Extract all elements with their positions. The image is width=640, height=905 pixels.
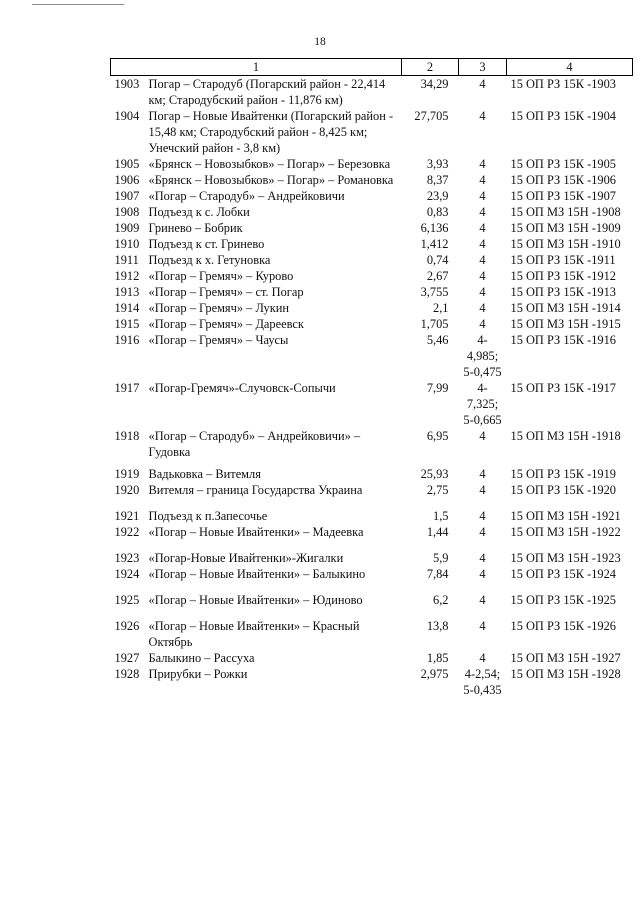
road-category	[459, 666, 507, 698]
road-name: «Брянск – Новозыбков» – Погар» – Березовка	[148, 157, 391, 171]
road-code: 15 ОП МЗ 15Н -1921	[510, 509, 621, 523]
road-number: 1918	[114, 429, 140, 443]
category-line: 4	[479, 77, 486, 91]
road-cell	[111, 508, 402, 524]
road-category	[459, 236, 507, 252]
table-row	[111, 300, 633, 316]
scan-mark	[32, 4, 124, 5]
road-code: 15 ОП РЗ 15К -1904	[510, 109, 616, 123]
road-category	[459, 268, 507, 284]
road-category	[459, 172, 507, 188]
road-length: 1,705	[420, 317, 449, 331]
road-name: «Погар – Новые Ивайтенки» – Красный Октябрь	[148, 619, 360, 649]
road-length: 6,136	[420, 221, 449, 235]
road-code: 15 ОП МЗ 15Н -1923	[510, 551, 621, 565]
table-row	[111, 220, 633, 236]
road-entry	[111, 508, 402, 524]
table-row	[111, 524, 633, 550]
road-name: «Погар – Новые Ивайтенки» – Мадеевка	[148, 525, 364, 539]
road-length: 13,8	[426, 619, 449, 633]
road-entry	[111, 380, 402, 396]
road-name: «Погар – Гремяч» – Чаусы	[148, 333, 289, 347]
table-row	[111, 428, 633, 466]
category-line: 4	[479, 509, 486, 523]
road-cell	[111, 316, 402, 332]
category-line: 4-	[477, 333, 488, 347]
road-length: 34,29	[420, 77, 449, 91]
road-cell	[111, 666, 402, 698]
road-entry	[111, 650, 402, 666]
road-name: «Погар – Гремяч» – Лукин	[148, 301, 290, 315]
road-code: 15 ОП РЗ 15К -1907	[510, 189, 616, 203]
category-line: 4-2,54;	[464, 667, 501, 681]
category-line: 4	[479, 173, 486, 187]
road-code: 15 ОП РЗ 15К -1926	[510, 619, 616, 633]
road-number: 1921	[114, 509, 140, 523]
road-entry	[111, 666, 402, 682]
road-name: «Погар – Гремяч» – Курово	[148, 269, 294, 283]
road-code: 15 ОП МЗ 15Н -1918	[510, 429, 621, 443]
road-code: 15 ОП РЗ 15К -1920	[510, 483, 616, 497]
road-length: 7,99	[426, 381, 449, 395]
road-length: 5,46	[426, 333, 449, 347]
road-cell	[111, 188, 402, 204]
road-cell	[111, 172, 402, 188]
road-name: Балыкино – Рассуха	[148, 651, 255, 665]
table-row	[111, 650, 633, 666]
road-code: 15 ОП МЗ 15Н -1909	[510, 221, 621, 235]
road-cell	[111, 76, 402, 109]
road-code: 15 ОП РЗ 15К -1924	[510, 567, 616, 581]
road-length: 3,93	[426, 157, 449, 171]
category-line: 4,985;	[466, 349, 499, 363]
road-name: «Погар – Стародуб» – Андрейковичи	[148, 189, 345, 203]
road-code: 15 ОП РЗ 15К -1925	[510, 593, 616, 607]
road-name: «Погар-Новые Ивайтенки»-Жигалки	[148, 551, 344, 565]
road-cell	[111, 380, 402, 428]
category-line: 4	[479, 651, 486, 665]
road-cell	[111, 524, 402, 550]
road-number: 1910	[114, 237, 140, 251]
table-row	[111, 316, 633, 332]
table-row	[111, 566, 633, 592]
road-length: 2,1	[433, 301, 449, 315]
table-row	[111, 592, 633, 618]
road-cell	[111, 268, 402, 284]
road-entry	[111, 300, 402, 316]
table-header-row	[111, 59, 633, 76]
road-code: 15 ОП МЗ 15Н -1927	[510, 651, 621, 665]
table-body	[111, 76, 633, 699]
road-cell	[111, 482, 402, 508]
roads-table	[110, 58, 633, 698]
road-category	[459, 204, 507, 220]
category-line: 4	[479, 109, 486, 123]
table-row	[111, 236, 633, 252]
table-row	[111, 666, 633, 698]
road-length: 5,9	[433, 551, 449, 565]
category-line: 4	[479, 525, 486, 539]
table-row	[111, 188, 633, 204]
road-category	[459, 252, 507, 268]
road-length: 1,412	[420, 237, 449, 251]
table-row	[111, 508, 633, 524]
road-cell	[111, 428, 402, 466]
category-line: 4	[479, 285, 486, 299]
category-line: 4	[479, 429, 486, 443]
category-line: 4	[479, 619, 486, 633]
road-length: 1,44	[426, 525, 449, 539]
road-number: 1907	[114, 189, 140, 203]
road-entry	[111, 204, 402, 220]
road-category	[459, 188, 507, 204]
road-category	[459, 428, 507, 466]
category-line: 5-0,475	[463, 365, 502, 379]
road-number: 1903	[114, 77, 140, 91]
road-entry	[111, 316, 402, 332]
road-number: 1919	[114, 467, 140, 481]
table-row	[111, 108, 633, 156]
road-name: Подъезд к с. Лобки	[148, 205, 250, 219]
road-category	[459, 316, 507, 332]
category-line: 4	[479, 237, 486, 251]
category-line: 4	[479, 157, 486, 171]
road-number: 1927	[114, 651, 140, 665]
road-length: 23,9	[426, 189, 449, 203]
road-cell	[111, 566, 402, 592]
road-cell	[111, 650, 402, 666]
road-length: 25,93	[420, 467, 449, 481]
category-line: 5-0,435	[463, 683, 502, 697]
road-length: 8,37	[426, 173, 449, 187]
category-line: 4	[479, 551, 486, 565]
road-category	[459, 380, 507, 428]
road-code: 15 ОП РЗ 15К -1913	[510, 285, 616, 299]
road-cell	[111, 220, 402, 236]
road-number: 1911	[114, 253, 139, 267]
road-cell	[111, 300, 402, 316]
road-cell	[111, 592, 402, 618]
road-entry	[111, 268, 402, 284]
column-header: 2	[402, 59, 459, 76]
category-line: 4-	[477, 381, 488, 395]
road-code: 15 ОП РЗ 15К -1916	[510, 333, 616, 347]
road-category	[459, 592, 507, 618]
road-number: 1925	[114, 593, 140, 607]
road-name: «Погар – Новые Ивайтенки» – Балыкино	[148, 567, 366, 581]
road-number: 1912	[114, 269, 140, 283]
road-code: 15 ОП МЗ 15Н -1922	[510, 525, 621, 539]
road-length: 2,75	[426, 483, 449, 497]
road-length: 0,83	[426, 205, 449, 219]
road-code: 15 ОП РЗ 15К -1906	[510, 173, 616, 187]
road-name: «Погар-Гремяч»-Случовск-Сопычи	[148, 381, 336, 395]
road-number: 1904	[114, 109, 140, 123]
road-number: 1914	[114, 301, 140, 315]
road-category	[459, 650, 507, 666]
road-length: 1,5	[433, 509, 449, 523]
road-entry	[111, 618, 402, 650]
road-category	[459, 550, 507, 566]
road-category	[459, 284, 507, 300]
road-number: 1909	[114, 221, 140, 235]
road-name: Витемля – граница Государства Украина	[148, 483, 363, 497]
column-header: 1	[111, 59, 402, 76]
road-cell	[111, 236, 402, 252]
road-number: 1920	[114, 483, 140, 497]
road-code: 15 ОП РЗ 15К -1919	[510, 467, 616, 481]
road-category	[459, 108, 507, 156]
road-category	[459, 156, 507, 172]
category-line: 4	[479, 269, 486, 283]
road-number: 1926	[114, 619, 140, 633]
road-code: 15 ОП МЗ 15Н -1910	[510, 237, 621, 251]
road-name: Вадьковка – Витемля	[148, 467, 261, 481]
road-name: Прирубки – Рожки	[148, 667, 248, 681]
category-line: 4	[479, 221, 486, 235]
table-row	[111, 204, 633, 220]
road-number: 1916	[114, 333, 140, 347]
road-entry	[111, 524, 402, 540]
road-code: 15 ОП РЗ 15К -1912	[510, 269, 616, 283]
column-header: 4	[507, 59, 633, 76]
road-category	[459, 332, 507, 380]
category-line: 4	[479, 253, 486, 267]
table-row	[111, 466, 633, 482]
road-number: 1922	[114, 525, 140, 539]
road-cell	[111, 550, 402, 566]
road-length: 7,84	[426, 567, 449, 581]
table-row	[111, 550, 633, 566]
road-name: «Погар – Гремяч» – ст. Погар	[148, 285, 304, 299]
road-entry	[111, 466, 402, 482]
road-length: 2,67	[426, 269, 449, 283]
road-cell	[111, 108, 402, 156]
road-name: Гринево – Бобрик	[148, 221, 243, 235]
table-row	[111, 268, 633, 284]
road-length: 2,975	[420, 667, 449, 681]
road-category	[459, 566, 507, 592]
category-line: 4	[479, 317, 486, 331]
road-code: 15 ОП РЗ 15К -1903	[510, 77, 616, 91]
road-length: 6,95	[426, 429, 449, 443]
road-entry	[111, 236, 402, 252]
road-cell	[111, 466, 402, 482]
road-entry	[111, 220, 402, 236]
road-number: 1928	[114, 667, 140, 681]
table-row	[111, 156, 633, 172]
road-number: 1913	[114, 285, 140, 299]
road-entry	[111, 252, 402, 268]
road-number: 1915	[114, 317, 140, 331]
road-category	[459, 466, 507, 482]
road-category	[459, 508, 507, 524]
road-code: 15 ОП РЗ 15К -1911	[510, 253, 616, 267]
category-line: 4	[479, 483, 486, 497]
category-line: 4	[479, 205, 486, 219]
road-cell	[111, 618, 402, 650]
road-entry	[111, 284, 402, 300]
road-length: 27,705	[414, 109, 449, 123]
road-entry	[111, 566, 402, 582]
road-category	[459, 618, 507, 650]
road-entry	[111, 592, 402, 608]
road-number: 1924	[114, 567, 140, 581]
road-cell	[111, 252, 402, 268]
road-entry	[111, 156, 402, 172]
category-line: 4	[479, 301, 486, 315]
road-category	[459, 482, 507, 508]
road-number: 1905	[114, 157, 140, 171]
road-cell	[111, 156, 402, 172]
road-name: «Погар – Стародуб» – Андрейковичи» – Гудовка	[148, 429, 361, 459]
category-line: 4	[479, 467, 486, 481]
road-code: 15 ОП МЗ 15Н -1914	[510, 301, 621, 315]
road-code: 15 ОП МЗ 15Н -1908	[510, 205, 621, 219]
road-cell	[111, 332, 402, 380]
category-line: 5-0,665	[463, 413, 502, 427]
category-line: 4	[479, 567, 486, 581]
road-code: 15 ОП МЗ 15Н -1928	[510, 667, 621, 681]
table-row	[111, 618, 633, 650]
category-line: 7,325;	[466, 397, 499, 411]
road-category	[459, 300, 507, 316]
road-number: 1923	[114, 551, 140, 565]
road-code: 15 ОП МЗ 15Н -1915	[510, 317, 621, 331]
page-number: 18	[314, 36, 326, 48]
road-code: 15 ОП РЗ 15К -1905	[510, 157, 616, 171]
road-cell	[111, 204, 402, 220]
road-name: Подъезд к х. Гетуновка	[148, 253, 271, 267]
road-entry	[111, 550, 402, 566]
column-header: 3	[459, 59, 507, 76]
road-name: Погар – Новые Ивайтенки (Погарский район - 15,48 км; Стародубский район - 8,425 км; Унечский район - 3,8 км)	[148, 109, 394, 155]
category-line: 4	[479, 593, 486, 607]
road-name: Погар – Стародуб (Погарский район - 22,414 км; Стародубский район - 11,876 км)	[148, 77, 386, 107]
table-row	[111, 284, 633, 300]
table-row	[111, 76, 633, 109]
table-row	[111, 252, 633, 268]
table-row	[111, 172, 633, 188]
road-number: 1908	[114, 205, 140, 219]
road-length: 0,74	[426, 253, 449, 267]
road-length: 1,85	[426, 651, 449, 665]
road-name: «Погар – Гремяч» – Дареевск	[148, 317, 304, 331]
table-row	[111, 482, 633, 508]
road-entry	[111, 108, 402, 156]
road-length: 6,2	[433, 593, 449, 607]
road-entry	[111, 188, 402, 204]
table-row	[111, 380, 633, 428]
road-category	[459, 524, 507, 550]
road-entry	[111, 76, 402, 108]
road-category	[459, 76, 507, 109]
road-entry	[111, 482, 402, 498]
road-entry	[111, 428, 402, 460]
road-name: Подъезд к п.Запесочье	[148, 509, 268, 523]
road-name: «Брянск – Новозыбков» – Погар» – Романовка	[148, 173, 394, 187]
table-row	[111, 332, 633, 380]
road-number: 1906	[114, 173, 140, 187]
road-length: 3,755	[420, 285, 449, 299]
road-number: 1917	[114, 381, 140, 395]
road-name: «Погар – Новые Ивайтенки» – Юдиново	[148, 593, 363, 607]
road-name: Подъезд к ст. Гринево	[148, 237, 265, 251]
road-category	[459, 220, 507, 236]
road-entry	[111, 172, 402, 188]
category-line: 4	[479, 189, 486, 203]
road-code: 15 ОП РЗ 15К -1917	[510, 381, 616, 395]
road-cell	[111, 284, 402, 300]
road-entry	[111, 332, 402, 348]
